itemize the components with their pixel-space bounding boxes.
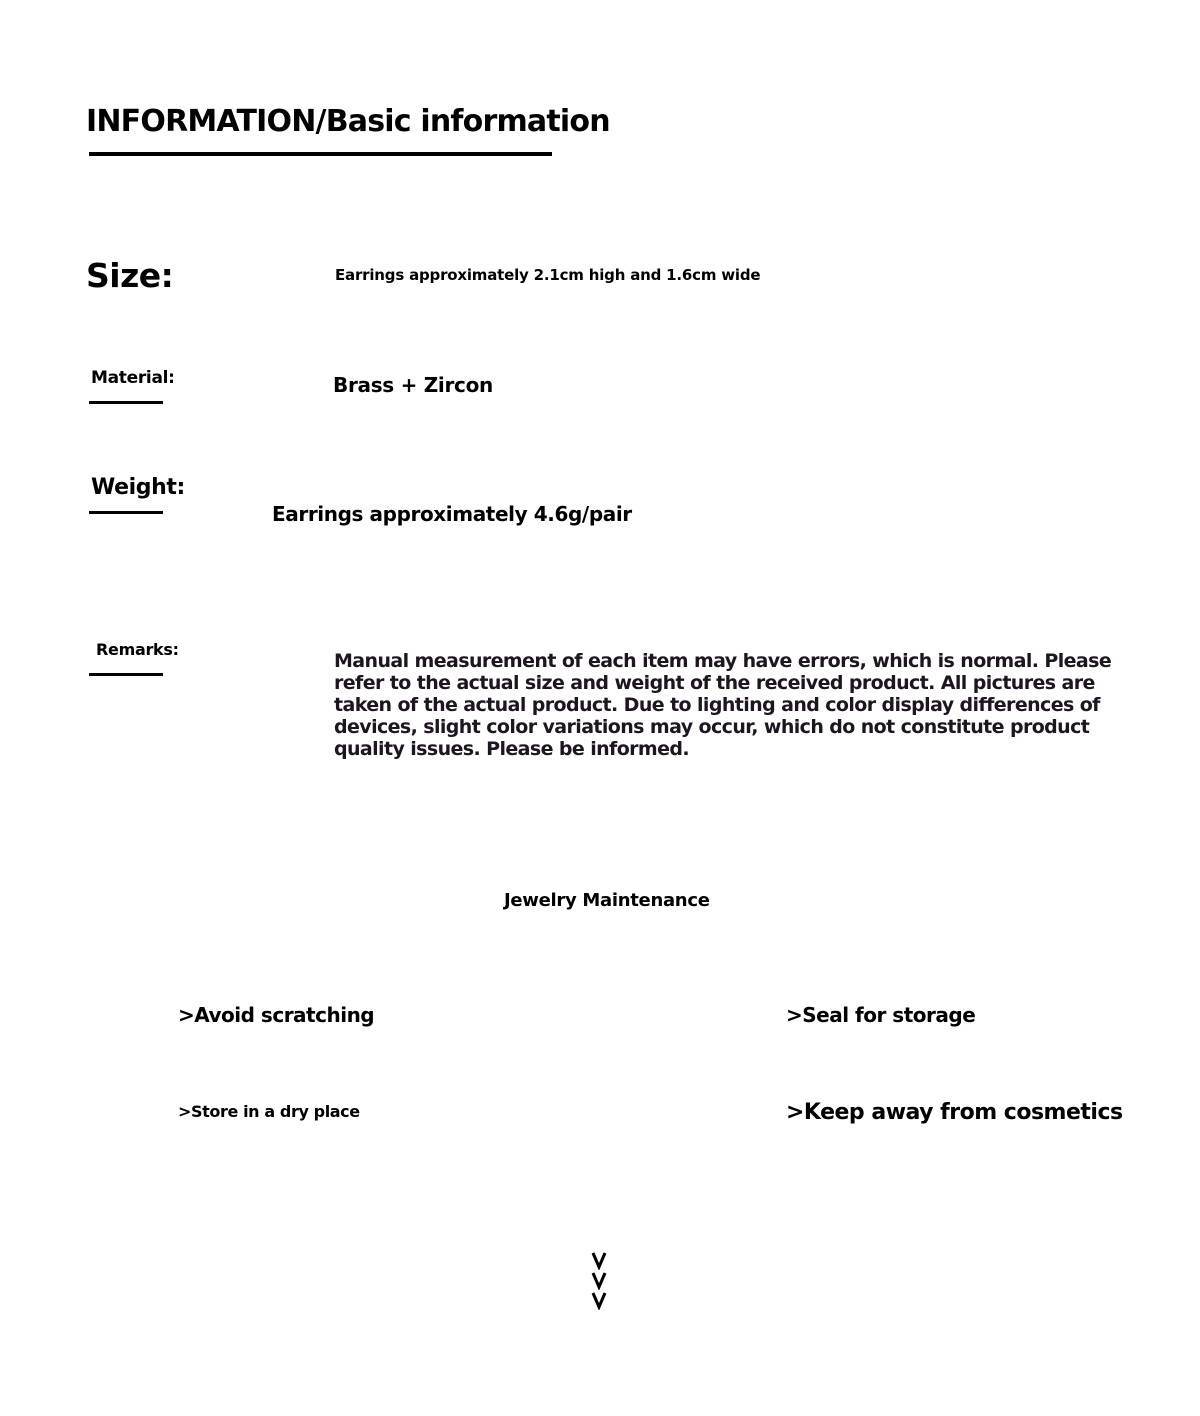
maintenance-title: Jewelry Maintenance — [504, 890, 710, 911]
weight-label: Weight: — [91, 475, 185, 500]
remarks-label: Remarks: — [96, 640, 179, 659]
size-value: Earrings approximately 2.1cm high and 1.6cm wide — [335, 266, 761, 284]
maintenance-tip-seal-storage: >Seal for storage — [786, 1003, 976, 1027]
chevron-down-icon — [585, 1250, 613, 1270]
chevron-down-icon — [585, 1290, 613, 1310]
weight-value: Earrings approximately 4.6g/pair — [272, 502, 632, 526]
material-underline — [89, 401, 163, 404]
size-label: Size: — [86, 256, 174, 295]
triple-chevron-down-icon — [585, 1250, 613, 1310]
maintenance-tip-dry-place: >Store in a dry place — [178, 1102, 360, 1121]
chevron-down-icon — [585, 1270, 613, 1290]
maintenance-tip-avoid-scratching: >Avoid scratching — [178, 1003, 375, 1027]
title-underline — [89, 152, 552, 156]
page-title: INFORMATION/Basic information — [86, 104, 610, 139]
material-label: Material: — [91, 368, 175, 388]
material-value: Brass + Zircon — [333, 373, 493, 397]
remarks-underline — [89, 673, 163, 676]
maintenance-tip-keep-away-cosmetics: >Keep away from cosmetics — [786, 1100, 1123, 1125]
remarks-value: Manual measurement of each item may have errors, which is normal. Please refer to the actual size and weight of the received product. All pictures are taken of the actual product. Due to lighting and color display differences of devices, slight color variations may occur, which do not constitute product quality issues. Please be informed. — [334, 650, 1112, 760]
weight-underline — [89, 511, 163, 514]
